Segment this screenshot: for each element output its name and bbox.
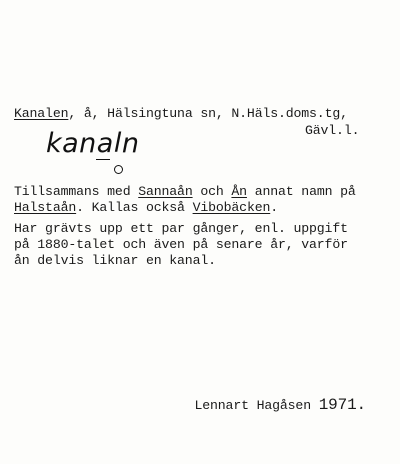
body-text: . Kallas också (76, 200, 193, 215)
body-text: annat namn på (246, 184, 356, 199)
pronunciation-mark-ring (114, 165, 123, 174)
ref-vibobacken: Vibobäcken (192, 200, 271, 215)
signature-year: 1971. (318, 396, 366, 414)
ref-an: Ån (231, 184, 247, 199)
place-name: Kanalen (14, 106, 69, 121)
pronunciation-mark-bar (96, 159, 110, 160)
body-line-2 (14, 200, 278, 216)
body-line-5: ån delvis liknar en kanal. (14, 253, 216, 268)
ref-sannaan: Sannaån (138, 184, 193, 199)
signature-name: Lennart Hagåsen (194, 398, 311, 413)
header-details: , å, Hälsingtuna sn, N.Häls.doms.tg, (68, 106, 348, 121)
body-line-4: på 1880-talet och även på senare år, varför (14, 237, 348, 252)
pronunciation: kanaln (46, 128, 140, 159)
body-text: . (270, 200, 278, 215)
header-line-2: Gävl.l. (305, 123, 360, 138)
body-line-1 (14, 184, 356, 200)
body-text: Tillsammans med (14, 184, 139, 199)
header-line-1 (14, 106, 348, 122)
body-line-3: Har grävts upp ett par gånger, enl. uppgift (14, 221, 348, 236)
ref-halstaan: Halstaån (14, 200, 77, 215)
signature (195, 397, 367, 414)
body-text: och (192, 184, 232, 199)
